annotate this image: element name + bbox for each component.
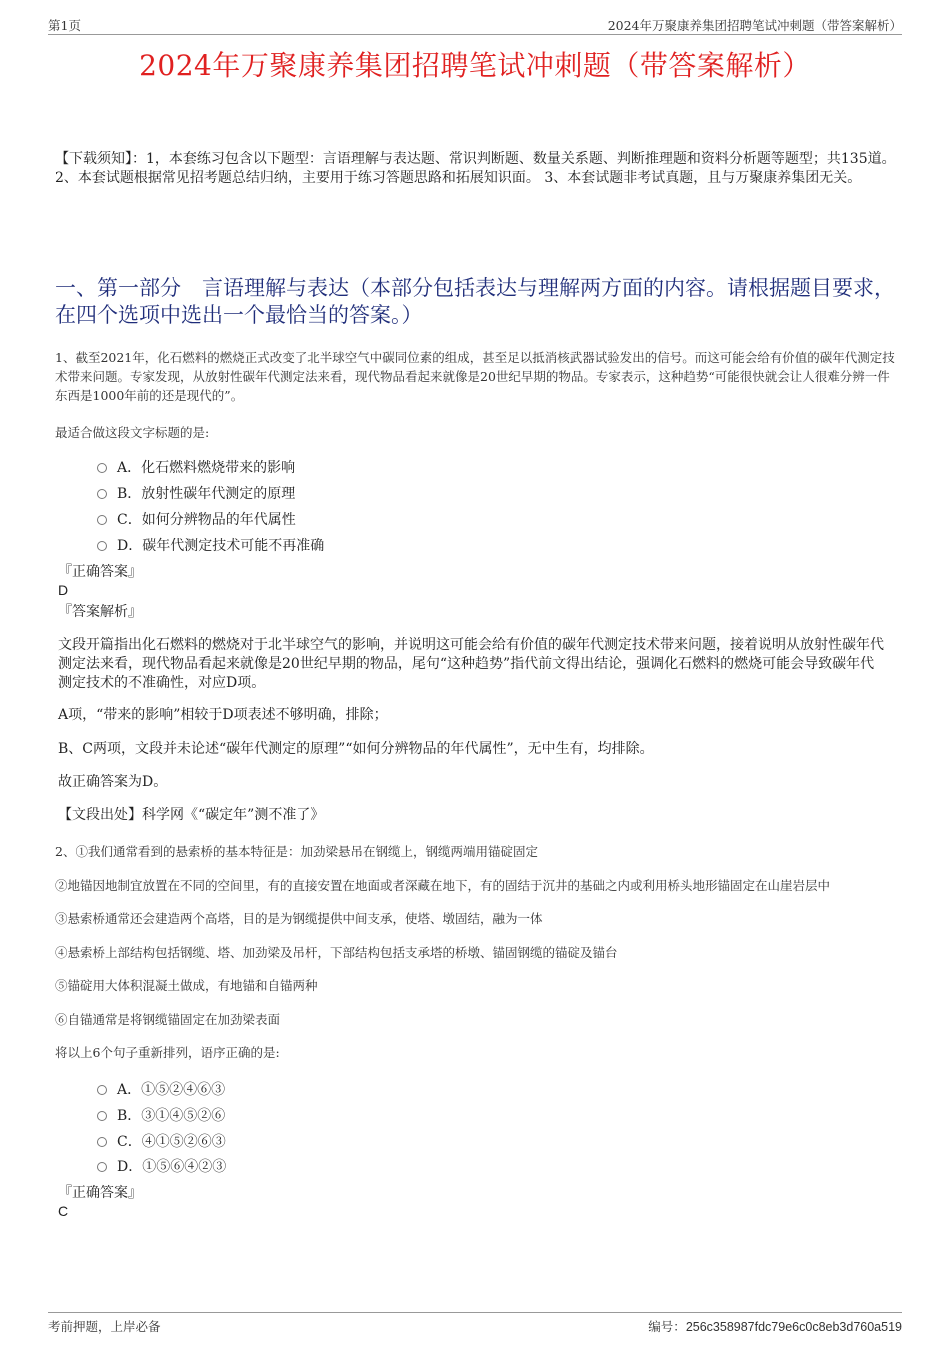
section-heading: 一、第一部分 言语理解与表达（本部分包括表达与理解两方面的内容。请根据题目要求，在四个选项中选出一个最恰当的答案。） bbox=[55, 276, 895, 327]
radio-icon[interactable] bbox=[97, 515, 107, 525]
document-title: 2024年万聚康养集团招聘笔试冲刺题（带答案解析） bbox=[139, 49, 811, 82]
q1-answer-value: D bbox=[58, 582, 69, 598]
question-1-text: 1、截至2021年，化石燃料的燃烧正式改变了北半球空气中碳同位素的组成，甚至足以抵消核武器试验发出的信号。而这可能会给有价值的碳年代测定技术带来问题。专家发现，从放射性碳年代测定法来看，现代物品看起来就像是20世纪早期的物品。专家表示，这种趋势“可能很快就会让人很难分辨一件东西是1000年前的还是现代的”。 bbox=[55, 350, 895, 403]
radio-icon[interactable] bbox=[97, 489, 107, 499]
q1-option-a[interactable]: A．化石燃料燃烧带来的影响 bbox=[97, 457, 295, 477]
q1-analysis-label: 『答案解析』 bbox=[58, 604, 142, 620]
question-2-prompt: 将以上6个句子重新排列，语序正确的是: bbox=[55, 1045, 280, 1060]
q1-analysis-paragraph: A项，“带来的影响”相较于D项表述不够明确，排除； bbox=[58, 707, 388, 723]
q1-option-c[interactable]: C．如何分辨物品的年代属性 bbox=[97, 509, 296, 529]
footer-slogan: 考前押题，上岸必备 bbox=[48, 1319, 161, 1334]
footer-code: 编号：256c358987fdc79e6c0c8eb3d760a519 bbox=[648, 1319, 902, 1334]
q1-source: 【文段出处】科学网《“碳定年”测不准了》 bbox=[58, 807, 325, 823]
radio-icon[interactable] bbox=[97, 463, 107, 473]
page-header bbox=[48, 14, 902, 35]
q1-option-d[interactable]: D．碳年代测定技术可能不再准确 bbox=[97, 535, 324, 555]
radio-icon[interactable] bbox=[97, 541, 107, 551]
q2-option-d[interactable]: D．①⑤⑥④②③ bbox=[97, 1156, 226, 1176]
q2-answer-label: 『正确答案』 bbox=[58, 1185, 142, 1201]
page-footer bbox=[48, 1312, 902, 1333]
q2-option-a[interactable]: A．①⑤②④⑥③ bbox=[97, 1079, 225, 1099]
page-number: 第1页 bbox=[48, 18, 81, 33]
q1-analysis-paragraph: B、C两项，文段并未论述“碳年代测定的原理”“如何分辨物品的年代属性”，无中生有，均排除。 bbox=[58, 741, 654, 757]
q1-option-b[interactable]: B．放射性碳年代测定的原理 bbox=[97, 483, 295, 503]
question-2-line: ②地锚因地制宜放置在不同的空间里，有的直接安置在地面或者深藏在地下，有的固结于沉井的基础之内或利用桥头地形锚固定在山崖岩层中 bbox=[55, 878, 831, 893]
question-2-line: ⑤锚碇用大体积混凝土做成，有地锚和自锚两种 bbox=[55, 978, 318, 993]
q1-answer-label: 『正确答案』 bbox=[58, 564, 142, 580]
question-1-prompt: 最适合做这段文字标题的是: bbox=[55, 425, 210, 440]
radio-icon[interactable] bbox=[97, 1162, 107, 1172]
question-2-line: 2、①我们通常看到的悬索桥的基本特征是：加劲梁悬吊在钢缆上，钢缆两端用锚碇固定 bbox=[55, 844, 538, 859]
radio-icon[interactable] bbox=[97, 1085, 107, 1095]
q1-analysis-paragraph: 故正确答案为D。 bbox=[58, 774, 168, 790]
header-doc-title: 2024年万聚康养集团招聘笔试冲刺题（带答案解析） bbox=[607, 18, 902, 33]
download-notice: 【下载须知】：1，本套练习包含以下题型：言语理解与表达题、常识判断题、数量关系题、判断推理题和资料分析题等题型；共135道。 2、本套试题根据常见招考题总结归纳，主要用于练习答题思路和拓展知识面。 3、本套试题非考试真题，且与万聚康养集团无关。 bbox=[55, 151, 896, 186]
radio-icon[interactable] bbox=[97, 1137, 107, 1147]
question-2-line: ⑥自锚通常是将钢缆锚固定在加劲梁表面 bbox=[55, 1012, 281, 1027]
question-2-line: ③悬索桥通常还会建造两个高塔，目的是为钢缆提供中间支承，使塔、墩固结，融为一体 bbox=[55, 911, 543, 926]
q2-option-c[interactable]: C．④①⑤②⑥③ bbox=[97, 1131, 226, 1151]
question-2-line: ④悬索桥上部结构包括钢缆、塔、加劲梁及吊杆，下部结构包括支承塔的桥墩、锚固钢缆的锚碇及锚台 bbox=[55, 945, 618, 960]
q1-analysis-paragraph: 文段开篇指出化石燃料的燃烧对于北半球空气的影响，并说明这可能会给有价值的碳年代测定技术带来问题，接着说明从放射性碳年代测定法来看，现代物品看起来就像是20世纪早期的物品，尾句“这种趋势”指代前文得出结论，强调化石燃料的燃烧可能会导致碳年代测定技术的不准确性，对应D项。 bbox=[58, 637, 884, 691]
q2-answer-value: C bbox=[58, 1203, 69, 1219]
q2-option-b[interactable]: B．③①④⑤②⑥ bbox=[97, 1105, 225, 1125]
radio-icon[interactable] bbox=[97, 1111, 107, 1121]
